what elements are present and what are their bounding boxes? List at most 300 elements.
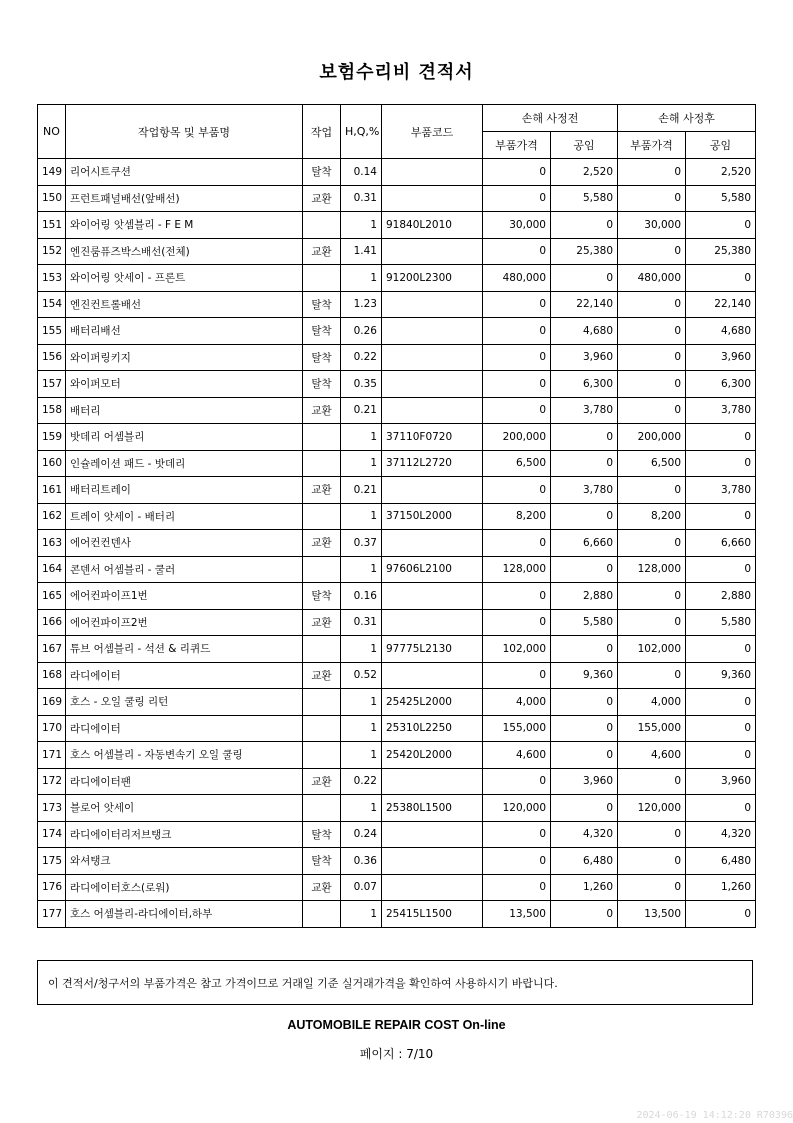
cell-work: 교환 — [303, 768, 341, 795]
cell-hq: 1 — [341, 424, 382, 451]
cell-code — [382, 185, 483, 212]
cell-before-price: 155,000 — [483, 715, 551, 742]
cell-after-labor: 25,380 — [686, 238, 756, 265]
table-row — [38, 636, 756, 663]
cell-before-labor: 9,360 — [551, 662, 618, 689]
table-row — [38, 477, 756, 504]
cell-after-labor: 2,880 — [686, 583, 756, 610]
cell-item: 라디에이터 — [66, 662, 303, 689]
cell-after-labor: 1,260 — [686, 874, 756, 901]
cell-item: 배터리배선 — [66, 318, 303, 345]
cell-no: 171 — [38, 742, 66, 769]
cell-before-price: 0 — [483, 530, 551, 557]
cell-before-labor: 2,520 — [551, 159, 618, 186]
cell-no: 157 — [38, 371, 66, 398]
table-row — [38, 530, 756, 557]
table-row — [38, 715, 756, 742]
cell-work: 탈착 — [303, 318, 341, 345]
cell-after-price: 8,200 — [618, 503, 686, 530]
cell-item: 호스 어셈블리 - 자동변속기 오일 쿨링 — [66, 742, 303, 769]
cell-after-labor: 0 — [686, 424, 756, 451]
cell-work: 교환 — [303, 530, 341, 557]
cell-before-labor: 0 — [551, 450, 618, 477]
cell-hq: 0.37 — [341, 530, 382, 557]
cell-after-labor: 6,300 — [686, 371, 756, 398]
cell-after-price: 480,000 — [618, 265, 686, 292]
cell-item: 인슐레이션 패드 - 밧데리 — [66, 450, 303, 477]
cell-item: 와이퍼링키지 — [66, 344, 303, 371]
cell-before-labor: 0 — [551, 742, 618, 769]
cell-before-price: 0 — [483, 848, 551, 875]
cell-code — [382, 291, 483, 318]
cell-work — [303, 795, 341, 822]
header-after-labor: 공임 — [686, 132, 756, 159]
cell-code — [382, 238, 483, 265]
table-row — [38, 556, 756, 583]
cell-code: 25380L1500 — [382, 795, 483, 822]
timestamp-stamp: 2024-06-19 14:12:20 R70396 — [636, 1110, 793, 1121]
cell-code — [382, 768, 483, 795]
cell-item: 에어컨파이프2번 — [66, 609, 303, 636]
cell-before-labor: 0 — [551, 715, 618, 742]
cell-after-labor: 0 — [686, 795, 756, 822]
cell-after-price: 0 — [618, 397, 686, 424]
cell-after-price: 0 — [618, 291, 686, 318]
table-row — [38, 662, 756, 689]
cell-after-labor: 5,580 — [686, 185, 756, 212]
cell-code — [382, 609, 483, 636]
cell-before-price: 0 — [483, 662, 551, 689]
cell-code — [382, 159, 483, 186]
estimate-table — [37, 104, 756, 928]
cell-after-labor: 0 — [686, 715, 756, 742]
cell-no: 160 — [38, 450, 66, 477]
cell-before-labor: 0 — [551, 556, 618, 583]
cell-after-labor: 3,780 — [686, 397, 756, 424]
cell-work — [303, 503, 341, 530]
header-no: NO — [38, 105, 66, 159]
table-row — [38, 212, 756, 239]
cell-after-price: 120,000 — [618, 795, 686, 822]
cell-no: 153 — [38, 265, 66, 292]
table-row — [38, 397, 756, 424]
cell-hq: 1 — [341, 689, 382, 716]
cell-code — [382, 821, 483, 848]
cell-work — [303, 556, 341, 583]
cell-after-labor: 0 — [686, 901, 756, 928]
cell-before-labor: 0 — [551, 689, 618, 716]
cell-no: 161 — [38, 477, 66, 504]
table-row — [38, 583, 756, 610]
cell-after-price: 0 — [618, 583, 686, 610]
header-code: 부품코드 — [382, 105, 483, 159]
header-before-price: 부품가격 — [483, 132, 551, 159]
header-before: 손해 사정전 — [483, 105, 618, 132]
cell-code — [382, 662, 483, 689]
cell-hq: 0.21 — [341, 477, 382, 504]
cell-after-labor: 9,360 — [686, 662, 756, 689]
cell-work: 교환 — [303, 874, 341, 901]
cell-work — [303, 450, 341, 477]
cell-after-price: 0 — [618, 159, 686, 186]
cell-before-labor: 0 — [551, 901, 618, 928]
cell-item: 라디에이터 — [66, 715, 303, 742]
cell-item: 라디에이터팬 — [66, 768, 303, 795]
cell-hq: 1 — [341, 795, 382, 822]
table-row — [38, 795, 756, 822]
cell-hq: 1.23 — [341, 291, 382, 318]
cell-code: 25425L2000 — [382, 689, 483, 716]
cell-before-labor: 3,780 — [551, 397, 618, 424]
table-row — [38, 689, 756, 716]
cell-code: 97606L2100 — [382, 556, 483, 583]
cell-no: 167 — [38, 636, 66, 663]
cell-work: 탈착 — [303, 821, 341, 848]
cell-after-price: 4,600 — [618, 742, 686, 769]
cell-code: 25310L2250 — [382, 715, 483, 742]
cell-before-price: 0 — [483, 344, 551, 371]
cell-hq: 1 — [341, 742, 382, 769]
cell-hq: 1.41 — [341, 238, 382, 265]
cell-work: 탈착 — [303, 159, 341, 186]
cell-after-labor: 3,780 — [686, 477, 756, 504]
cell-code — [382, 583, 483, 610]
cell-no: 164 — [38, 556, 66, 583]
cell-item: 에어컨컨덴사 — [66, 530, 303, 557]
cell-no: 175 — [38, 848, 66, 875]
cell-hq: 0.07 — [341, 874, 382, 901]
header-item: 작업항목 및 부품명 — [66, 105, 303, 159]
cell-work: 탈착 — [303, 371, 341, 398]
cell-work — [303, 901, 341, 928]
document-title: 보험수리비 견적서 — [319, 62, 474, 83]
cell-after-price: 0 — [618, 821, 686, 848]
cell-before-labor: 5,580 — [551, 609, 618, 636]
cell-after-price: 4,000 — [618, 689, 686, 716]
cell-hq: 0.35 — [341, 371, 382, 398]
cell-work — [303, 636, 341, 663]
cell-before-labor: 6,300 — [551, 371, 618, 398]
cell-code: 37150L2000 — [382, 503, 483, 530]
cell-hq: 1 — [341, 212, 382, 239]
table-row — [38, 503, 756, 530]
cell-code — [382, 477, 483, 504]
cell-code — [382, 530, 483, 557]
header-hq: H,Q,% — [341, 105, 382, 159]
cell-hq: 0.52 — [341, 662, 382, 689]
cell-after-labor: 0 — [686, 265, 756, 292]
cell-item: 엔진컨트롤배선 — [66, 291, 303, 318]
cell-before-price: 0 — [483, 583, 551, 610]
cell-work: 탈착 — [303, 344, 341, 371]
cell-before-price: 8,200 — [483, 503, 551, 530]
cell-before-price: 480,000 — [483, 265, 551, 292]
cell-code — [382, 344, 483, 371]
cell-code: 25415L1500 — [382, 901, 483, 928]
cell-before-labor: 0 — [551, 636, 618, 663]
cell-item: 밧데리 어셈블리 — [66, 424, 303, 451]
cell-after-labor: 3,960 — [686, 768, 756, 795]
cell-work: 교환 — [303, 477, 341, 504]
table-row — [38, 424, 756, 451]
cell-code — [382, 848, 483, 875]
cell-after-labor: 6,660 — [686, 530, 756, 557]
cell-after-price: 0 — [618, 874, 686, 901]
cell-work: 교환 — [303, 609, 341, 636]
cell-no: 166 — [38, 609, 66, 636]
table-row — [38, 371, 756, 398]
cell-before-price: 4,600 — [483, 742, 551, 769]
cell-after-price: 0 — [618, 609, 686, 636]
cell-work: 교환 — [303, 185, 341, 212]
cell-after-price: 0 — [618, 238, 686, 265]
cell-code: 97775L2130 — [382, 636, 483, 663]
cell-before-labor: 0 — [551, 424, 618, 451]
cell-item: 와이어링 앗셈블리 - F E M — [66, 212, 303, 239]
header-before-labor: 공임 — [551, 132, 618, 159]
cell-no: 165 — [38, 583, 66, 610]
cell-item: 와셔탱크 — [66, 848, 303, 875]
cell-work: 탈착 — [303, 848, 341, 875]
cell-item: 리어시트쿠션 — [66, 159, 303, 186]
page-number: 페이지 : 7/10 — [359, 1047, 434, 1061]
cell-after-labor: 5,580 — [686, 609, 756, 636]
cell-after-labor: 0 — [686, 689, 756, 716]
table-row — [38, 609, 756, 636]
cell-no: 154 — [38, 291, 66, 318]
cell-before-price: 200,000 — [483, 424, 551, 451]
cell-item: 트레이 앗세이 - 배터리 — [66, 503, 303, 530]
cell-work: 탈착 — [303, 583, 341, 610]
header-after: 손해 사정후 — [618, 105, 756, 132]
cell-after-labor: 3,960 — [686, 344, 756, 371]
cell-hq: 0.22 — [341, 344, 382, 371]
cell-hq: 0.14 — [341, 159, 382, 186]
cell-before-labor: 4,320 — [551, 821, 618, 848]
cell-hq: 0.24 — [341, 821, 382, 848]
cell-after-price: 0 — [618, 768, 686, 795]
cell-before-labor: 3,780 — [551, 477, 618, 504]
cell-before-labor: 6,480 — [551, 848, 618, 875]
cell-no: 163 — [38, 530, 66, 557]
cell-after-price: 128,000 — [618, 556, 686, 583]
cell-before-labor: 0 — [551, 212, 618, 239]
cell-no: 156 — [38, 344, 66, 371]
cell-hq: 0.36 — [341, 848, 382, 875]
cell-hq: 1 — [341, 715, 382, 742]
cell-item: 엔진룸퓨즈박스배선(전체) — [66, 238, 303, 265]
cell-after-price: 155,000 — [618, 715, 686, 742]
cell-code: 37112L2720 — [382, 450, 483, 477]
cell-work: 교환 — [303, 397, 341, 424]
cell-hq: 1 — [341, 265, 382, 292]
table-row — [38, 450, 756, 477]
cell-before-labor: 5,580 — [551, 185, 618, 212]
cell-after-price: 0 — [618, 477, 686, 504]
cell-code — [382, 874, 483, 901]
cell-item: 라디에이터리저브탱크 — [66, 821, 303, 848]
cell-before-labor: 2,880 — [551, 583, 618, 610]
cell-work — [303, 265, 341, 292]
cell-before-price: 6,500 — [483, 450, 551, 477]
cell-code: 91840L2010 — [382, 212, 483, 239]
cell-code — [382, 371, 483, 398]
cell-after-price: 0 — [618, 848, 686, 875]
cell-hq: 0.21 — [341, 397, 382, 424]
cell-before-price: 0 — [483, 318, 551, 345]
cell-after-price: 13,500 — [618, 901, 686, 928]
cell-item: 호스 - 오일 쿨링 리턴 — [66, 689, 303, 716]
cell-hq: 0.31 — [341, 185, 382, 212]
cell-after-price: 0 — [618, 344, 686, 371]
table-header — [38, 105, 756, 159]
header-after-price: 부품가격 — [618, 132, 686, 159]
table-row — [38, 821, 756, 848]
cell-no: 174 — [38, 821, 66, 848]
cell-item: 에어컨파이프1번 — [66, 583, 303, 610]
cell-item: 배터리 — [66, 397, 303, 424]
cell-before-price: 0 — [483, 397, 551, 424]
table-row — [38, 238, 756, 265]
cell-no: 150 — [38, 185, 66, 212]
table-body — [38, 159, 756, 928]
cell-before-price: 0 — [483, 821, 551, 848]
cell-after-price: 30,000 — [618, 212, 686, 239]
cell-after-labor: 22,140 — [686, 291, 756, 318]
cell-item: 와이어링 앗세이 - 프론트 — [66, 265, 303, 292]
cell-before-price: 0 — [483, 874, 551, 901]
cell-work — [303, 715, 341, 742]
cell-before-price: 128,000 — [483, 556, 551, 583]
cell-work: 교환 — [303, 662, 341, 689]
cell-hq: 0.16 — [341, 583, 382, 610]
cell-no: 162 — [38, 503, 66, 530]
cell-work — [303, 424, 341, 451]
cell-no: 173 — [38, 795, 66, 822]
cell-hq: 1 — [341, 450, 382, 477]
table-row — [38, 265, 756, 292]
table-row — [38, 291, 756, 318]
cell-no: 152 — [38, 238, 66, 265]
cell-before-labor: 0 — [551, 795, 618, 822]
cell-after-price: 0 — [618, 662, 686, 689]
cell-before-labor: 3,960 — [551, 768, 618, 795]
cell-before-labor: 1,260 — [551, 874, 618, 901]
table-row — [38, 344, 756, 371]
cell-no: 151 — [38, 212, 66, 239]
cell-no: 169 — [38, 689, 66, 716]
cell-after-price: 0 — [618, 530, 686, 557]
cell-before-price: 0 — [483, 159, 551, 186]
cell-before-price: 0 — [483, 238, 551, 265]
cell-no: 159 — [38, 424, 66, 451]
cell-item: 튜브 어셈블리 - 석션 & 리퀴드 — [66, 636, 303, 663]
cell-after-price: 6,500 — [618, 450, 686, 477]
cell-item: 블로어 앗세이 — [66, 795, 303, 822]
cell-after-labor: 0 — [686, 450, 756, 477]
table-row — [38, 848, 756, 875]
cell-after-labor: 0 — [686, 503, 756, 530]
cell-no: 176 — [38, 874, 66, 901]
cell-code: 91200L2300 — [382, 265, 483, 292]
cell-hq: 0.26 — [341, 318, 382, 345]
cell-before-price: 4,000 — [483, 689, 551, 716]
table-row — [38, 768, 756, 795]
table-row — [38, 742, 756, 769]
cell-before-labor: 25,380 — [551, 238, 618, 265]
header-work: 작업 — [303, 105, 341, 159]
table-row — [38, 901, 756, 928]
cell-after-labor: 0 — [686, 636, 756, 663]
table-row — [38, 874, 756, 901]
cell-item: 와이퍼모터 — [66, 371, 303, 398]
cell-item: 배터리트레이 — [66, 477, 303, 504]
table-row — [38, 318, 756, 345]
cell-after-labor: 4,680 — [686, 318, 756, 345]
cell-item: 라디에이터호스(로워) — [66, 874, 303, 901]
cell-no: 172 — [38, 768, 66, 795]
cell-before-price: 0 — [483, 371, 551, 398]
cell-work: 탈착 — [303, 291, 341, 318]
cell-code: 25420L2000 — [382, 742, 483, 769]
cell-code — [382, 397, 483, 424]
cell-before-price: 0 — [483, 768, 551, 795]
cell-code: 37110F0720 — [382, 424, 483, 451]
cell-after-price: 0 — [618, 185, 686, 212]
table-row — [38, 185, 756, 212]
cell-item: 콘덴서 어셈블리 - 쿨러 — [66, 556, 303, 583]
cell-hq: 1 — [341, 503, 382, 530]
cell-after-price: 102,000 — [618, 636, 686, 663]
cell-before-labor: 22,140 — [551, 291, 618, 318]
table-row — [38, 159, 756, 186]
cell-hq: 0.31 — [341, 609, 382, 636]
cell-after-labor: 4,320 — [686, 821, 756, 848]
cell-after-labor: 0 — [686, 212, 756, 239]
cell-work — [303, 212, 341, 239]
cell-before-price: 30,000 — [483, 212, 551, 239]
cell-after-labor: 0 — [686, 556, 756, 583]
cell-work: 교환 — [303, 238, 341, 265]
cell-before-price: 0 — [483, 185, 551, 212]
cell-after-labor: 2,520 — [686, 159, 756, 186]
cell-hq: 0.22 — [341, 768, 382, 795]
cell-no: 158 — [38, 397, 66, 424]
cell-no: 168 — [38, 662, 66, 689]
cell-after-price: 0 — [618, 318, 686, 345]
cell-no: 170 — [38, 715, 66, 742]
cell-after-labor: 6,480 — [686, 848, 756, 875]
cell-item: 호스 어셈블리-라디에이터,하부 — [66, 901, 303, 928]
cell-before-labor: 0 — [551, 265, 618, 292]
cell-before-price: 13,500 — [483, 901, 551, 928]
cell-before-price: 0 — [483, 477, 551, 504]
cell-no: 177 — [38, 901, 66, 928]
cell-after-price: 200,000 — [618, 424, 686, 451]
notice-box: 이 견적서/청구서의 부품가격은 참고 가격이므로 거래일 기준 실거래가격을 확인하여 사용하시기 바랍니다. — [37, 960, 753, 1005]
cell-before-price: 0 — [483, 609, 551, 636]
cell-item: 프런트패널배선(앞배선) — [66, 185, 303, 212]
cell-before-price: 120,000 — [483, 795, 551, 822]
footer-title: AUTOMOBILE REPAIR COST On-line — [287, 1018, 506, 1032]
cell-code — [382, 318, 483, 345]
cell-hq: 1 — [341, 636, 382, 663]
cell-before-labor: 3,960 — [551, 344, 618, 371]
cell-hq: 1 — [341, 901, 382, 928]
cell-before-price: 0 — [483, 291, 551, 318]
cell-before-price: 102,000 — [483, 636, 551, 663]
cell-after-price: 0 — [618, 371, 686, 398]
